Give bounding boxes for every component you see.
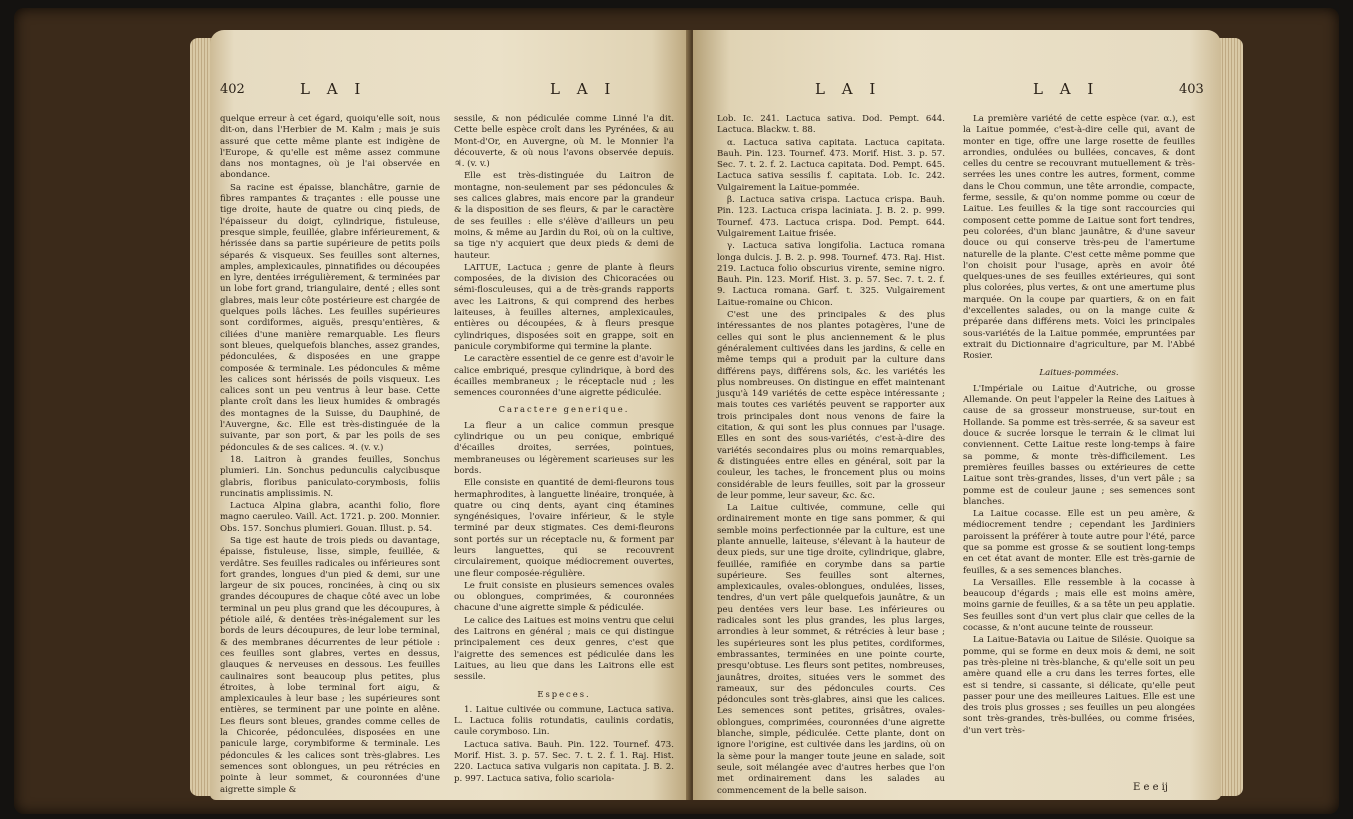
- paragraph: Le caractère essentiel de ce genre est d'avoir le calice embriqué, presque cylindrique, à bord des écailles membraneux ; le réceptacle nud ; les semences couronnées d'une aigrette pédiculée.: [454, 354, 674, 399]
- paragraph: Elle consiste en quantité de demi-fleurons tous hermaphrodites, à languette linéaire, tronquée, à quatre ou cinq dents, ayant cinq étamines syngénésiques, l'ovaire inférieur, & le style terminé par deux stigmates. Ces demi-fleurons sont portés sur un réceptacle nu, & forment par leurs languettes, qui se recouvrent circulairement, quoique médiocrement ouvertes, une fleur composée-régulière.: [454, 478, 674, 579]
- section-heading: Laitues-pommées.: [1039, 367, 1119, 378]
- paragraph: 18. Laitron à grandes feuilles, Sonchus plumieri. Lin. Sonchus pedunculis calycibusque glabris, floribus paniculato-corymbosis, foliis runcinatis amplissimis. N.: [220, 454, 440, 499]
- section-heading: Especes.: [537, 688, 591, 699]
- right-running-head-left: L A I: [815, 80, 882, 98]
- left-column-1: [220, 114, 440, 795]
- paragraph: Lob. Ic. 241. Lactuca sativa. Dod. Pempt. 644. Lactuca. Blackw. t. 88.: [717, 114, 945, 136]
- right-column-1: [717, 114, 945, 796]
- paragraph: sessile, & non pédiculée comme Linné l'a dit. Cette belle espèce croît dans les Pyrénées, & au Mont-d'Or, en Auvergne, où M. le Monnier l'a découverte, & où nous l'avons observée depuis. ♃. (v. v.): [454, 114, 674, 170]
- right-column-2: [963, 114, 1195, 790]
- signature-mark: E e e ij: [1133, 782, 1168, 793]
- left-page: [210, 30, 690, 800]
- left-page-edges: [190, 38, 212, 796]
- left-running-head: L A I: [300, 80, 367, 98]
- left-page-number: 402: [220, 82, 245, 97]
- left-running-head-2: L A I: [550, 80, 617, 98]
- paragraph: γ. Lactuca sativa longifolia. Lactuca romana longa dulcis. J. B. 2. p. 998. Tournef. 473. Raj. Hist. 219. Lactuca folio obscurius virente, semine nigro. Bauh. Pin. 123. Morif. Hist. 3. p. 57. Sec. 7. t. 2. f. 9. Lactuca romana. Garf. t. 325. Vulgairement Laitue-romaine ou Chicon.: [717, 241, 945, 308]
- right-page-edges: [1219, 38, 1243, 796]
- paragraph: Elle est très-distinguée du Laitron de montagne, non-seulement par ses pédoncules & ses calices glabres, mais encore par la grandeur & la disposition de ses fleurs, & par le caractère de ses feuilles : elle s'élève d'ailleurs un peu moins, & même au Jardin du Roi, où on la cultive, sa tige n'y acquiert que deux pieds & demi de hauteur.: [454, 171, 674, 261]
- paragraph: La Versailles. Elle ressemble à la cocasse à beaucoup d'égards ; mais elle est moins amère, moins garnie de feuilles, & a sa tête un peu applatie. Ses feuilles sont d'un vert plus clair que celles de la cocasse, & n'ont aucune teinte de rousseur.: [963, 577, 1195, 634]
- paragraph: Sa tige est haute de trois pieds ou davantage, épaisse, fistuleuse, lisse, simple, feuillée, & verdâtre. Ses feuilles radicales ou inférieures sont fort grandes, longues d'un pied & demi, sur une largeur de six pouces, roncinées, à cinq ou six grandes découpures de chaque côté avec un lobe terminal un peu plus grand que les découpures, à pétiole ailé, & dentées très-inégalement sur les bords de leurs découpures, de leur lobe terminal, & des membranes décurrentes de leur pétiole : ces feuilles sont glabres, vertes en dessus, glauques & nerveuses en dessous. Les feuilles caulinaires sont beaucoup plus petites, plus étroites, à lobe terminal fort aigu, & amplexicaules à leur base ; les supérieures sont entières, se terminent par une pointe en alêne. Les fleurs sont bleues, grandes comme celles de la Chicorée, pédonculées, disposées en une panicule large, corymbiforme & terminale. Les pédoncules & les calices sont très-glabres. Les semences sont oblongues, un peu rétrécies en pointe à leur sommet, & couronnées d'une aigrette simple &: [220, 535, 440, 795]
- paragraph: Le fruit consiste en plusieurs semences ovales ou oblongues, comprimées, & couronnées chacune d'une aigrette simple & pédiculée.: [454, 580, 674, 614]
- right-running-head-right: L A I: [1033, 80, 1100, 98]
- paragraph: quelque erreur à cet égard, quoiqu'elle soit, nous dit-on, dans l'Herbier de M. Kalm ; mais je suis assuré que cette même plante est indigène de l'Europe, & qu'elle est même assez commune dans nos montagnes, où je l'ai observée en abondance.: [220, 114, 440, 181]
- paragraph: LAITUE, Lactuca ; genre de plante à fleurs composées, de la division des Chicoracées ou sémi-flosculeuses, qui a de très-grands rapports avec les Laitrons, & qui comprend des herbes laiteuses, à feuilles alternes, amplexicaules, entières ou découpées, & à fleurs presque cylindriques, disposées soit en grappe, soit en panicule corymbiforme qui termine la plante.: [454, 262, 674, 352]
- paragraph: La fleur a un calice commun presque cylindrique ou un peu conique, embriqué d'écailles droites, serrées, pointues, membraneuses ou légèrement scarieuses sur les bords.: [454, 420, 674, 476]
- paragraph: 1. Laitue cultivée ou commune, Lactuca sativa. L. Lactuca foliis rotundatis, caulinis cordatis, caule corymboso. Lin.: [454, 704, 674, 738]
- paragraph: Sa racine est épaisse, blanchâtre, garnie de fibres rampantes & traçantes : elle pousse une tige droite, haute de quatre ou cinq pieds, de l'épaisseur du doigt, cylindrique, fistuleuse, presque simple, feuillée, glabre inférieurement, & hérissée dans sa partie supérieure de petits poils séparés & visqueux. Ses feuilles sont alternes, amples, amplexicaules, pinnatifides ou découpées en lyre, dentées irrégulièrement, & terminées par un lobe fort grand, triangulaire, denté ; elles sont glabres, mais leur côte postérieure est chargée de quelques poils lâches. Les feuilles supérieures sont cordiformes, aiguës, presqu'entières, & ciliées d'une manière remarquable. Les fleurs sont bleues, quelquefois blanches, assez grandes, pédonculées, & disposées en une grappe composée & terminale. Les pédoncules & même les calices sont hérissés de poils visqueux. Les calices sont un peu ventrus à leur base. Cette plante croît dans les lieux humides & ombragés des montagnes de la Suisse, du Dauphiné, de l'Auvergne, &c. Elle est très-distinguée de la suivante, par son port, & par les poils de ses pédoncules & de ses calices. ♃. (v. v.): [220, 182, 440, 453]
- paragraph: Le calice des Laitues est moins ventru que celui des Laitrons en général ; mais ce qui distingue principalement ces deux genres, c'est que l'aigrette des semences est pédiculée dans les Laitues, au lieu que dans les Laitrons elle est sessile.: [454, 615, 674, 683]
- left-column-2: [454, 114, 674, 790]
- paragraph: Lactuca Alpina glabra, acanthi folio, flore magno caeruleo. Vaill. Act. 1721. p. 200. Monnier. Obs. 157. Sonchus plumieri. Gouan. Illust. p. 54.: [220, 501, 440, 534]
- paragraph: α. Lactuca sativa capitata. Lactuca capitata. Bauh. Pin. 123. Tournef. 473. Morif. Hist. 3. p. 57. Sec. 7. t. 2. f. 2. Lactuca capitata. Dod. Pempt. 645. Lactuca sativa sessilis f. capitata. Lob. Ic. 242. Vulgairement la Laitue-pommée.: [717, 137, 945, 193]
- paragraph: C'est une des principales & des plus intéressantes de nos plantes potagères, l'une de celles qui sont le plus anciennement & le plus généralement cultivées dans les jardins, & celle en même temps qui a produit par la culture dans différens pays, différens sols, &c. les variétés les plus nombreuses. On distingue en effet maintenant jusqu'à 149 variétés de cette espèce intéressante ; mais toutes ces variétés peuvent se rapporter aux trois principales dont nous venons de faire la citation, & qui sont les plus connues par l'usage. Elles en sont des sous-variétés, c'est-à-dire des variétés secondaires plus ou moins remarquables, & distinguées entre elles en général, soit par la couleur, les taches, le froncement plus ou moins considérable de leurs feuilles, soit par la grosseur de leur pomme, leur saveur, &c. &c.: [717, 310, 945, 501]
- paragraph: La Laitue-Batavia ou Laitue de Silésie. Quoique sa pomme, qui se forme en deux mois & demi, ne soit pas très-pleine ni très-blanche, & qu'elle soit un peu amère quand elle a cru dans les terres fortes, elle est si tendre, si cassante, si délicate, qu'elle peut passer pour une des meilleures Laitues. Elle est une des trois plus grosses ; ses feuilles un peu alongées sont très-grandes, très-bullées, ou comme frisées, d'un vert très-: [963, 635, 1195, 736]
- paragraph: La première variété de cette espèce (var. α.), est la Laitue pommée, c'est-à-dire celle qui, avant de monter en tige, offre une large rosette de feuilles arrondies, ondulées ou bullées, concaves, & dont celles du centre se recouvrant mutuellement & très-serrées les unes contre les autres, forment, comme dans le Chou commun, une tête arrondie, compacte, ferme, sessile, & qu'on nomme pomme ou cœur de Laitue. Les feuilles & la tige sont raccourcies qui composent cette pomme de Laitue sont fort tendres, peu colorées, d'un blanc jaunâtre, & d'une saveur douce ou qui conserve très-peu de l'amertume naturelle de la plante. C'est cette même pomme que l'on choisit pour l'usage, après en avoir ôté quelques-unes de ses feuilles extérieures, qui sont plus colorées, plus vertes, & ont une amertume plus marquée. On la coupe par quartiers, & on en fait d'excellentes salades, ou on la mange cuite & préparée dans différens mets. Voici les principales sous-variétés de la Laitue pommée, empruntées par extrait du Dictionnaire d'agriculture, par M. l'Abbé Rosier.: [963, 114, 1195, 362]
- right-page-number: 403: [1179, 82, 1204, 97]
- paragraph: La Laitue cultivée, commune, celle qui ordinairement monte en tige sans pommer, & qui semble moins perfectionnée par la culture, est une plante annuelle, laiteuse, s'élevant à la hauteur de deux pieds, sur une tige droite, cylindrique, glabre, feuillée, ramifiée en corymbe dans sa partie supérieure. Ses feuilles sont alternes, amplexicaules, ovales-oblongues, ondulées, lisses, tendres, d'un vert pâle quelquefois jaunâtre, & un peu dentées vers leur base. Les inférieures ou radicales sont les plus grandes, les plus larges, arrondies à leur sommet, & rétrécies à leur base ; les supérieures sont les plus petites, cordiformes, embrassantes, terminées en une pointe courte, presqu'obtuse. Les fleurs sont petites, nombreuses, jaunâtres, droites, situées vers le sommet des rameaux, sur des pédoncules courts. Ces pédoncules sont très-glabres, ainsi que les calices. Les semences sont petites, grisâtres, ovales-oblongues, comprimées, couronnées d'une aigrette blanche, simple, pédiculée. Cette plante, dont on ignore l'origine, est cultivée dans les jardins, où on la sème pour la manger toute jeune en salade, soit seule, soit mélangée avec d'autres herbes que l'on met ordinairement dans les salades au commencement de la belle saison.: [717, 503, 945, 796]
- paragraph: Lactuca sativa. Bauh. Pin. 122. Tournef. 473. Morif. Hist. 3. p. 57. Sec. 7. t. 2. f. 1. Raj. Hist. 220. Lactuca sativa vulgaris non capitata. J. B. 2. p. 997. Lactuca sativa, folio scariola-: [454, 739, 674, 784]
- paragraph: La Laitue cocasse. Elle est un peu amère, & médiocrement tendre ; cependant les Jardiniers paroissent la préférer à toute autre pour l'été, parce que sa pomme est grosse & se soutient long-temps en cet état avant de monter. Elle est très-garnie de feuilles, & a ses semences blanches.: [963, 509, 1195, 576]
- section-heading: Caractere generique.: [498, 404, 630, 415]
- book-spread: [14, 8, 1339, 814]
- right-page: [693, 30, 1221, 800]
- paragraph: β. Lactuca sativa crispa. Lactuca crispa. Bauh. Pin. 123. Lactuca crispa laciniata. J. B. 2. p. 999. Tournef. 473. Lactuca crispa. Dod. Pempt. 644. Vulgairement Laitue frisée.: [717, 195, 945, 239]
- paragraph: L'Impériale ou Laitue d'Autriche, ou grosse Allemande. On peut l'appeler la Reine des Laitues à cause de sa grosseur monstrueuse, sur-tout en Hollande. Sa pomme est très-serrée, & sa saveur est douce & sucrée lorsque le terrain & le climat lui conviennent. Cette Laitue reste long-temps à faire sa pomme, & monte très-difficilement. Les premières feuilles basses ou extérieures de cette Laitue sont très-grandes, lisses, d'un vert pâle ; sa pomme est de couleur jaune ; ses semences sont blanches.: [963, 383, 1195, 507]
